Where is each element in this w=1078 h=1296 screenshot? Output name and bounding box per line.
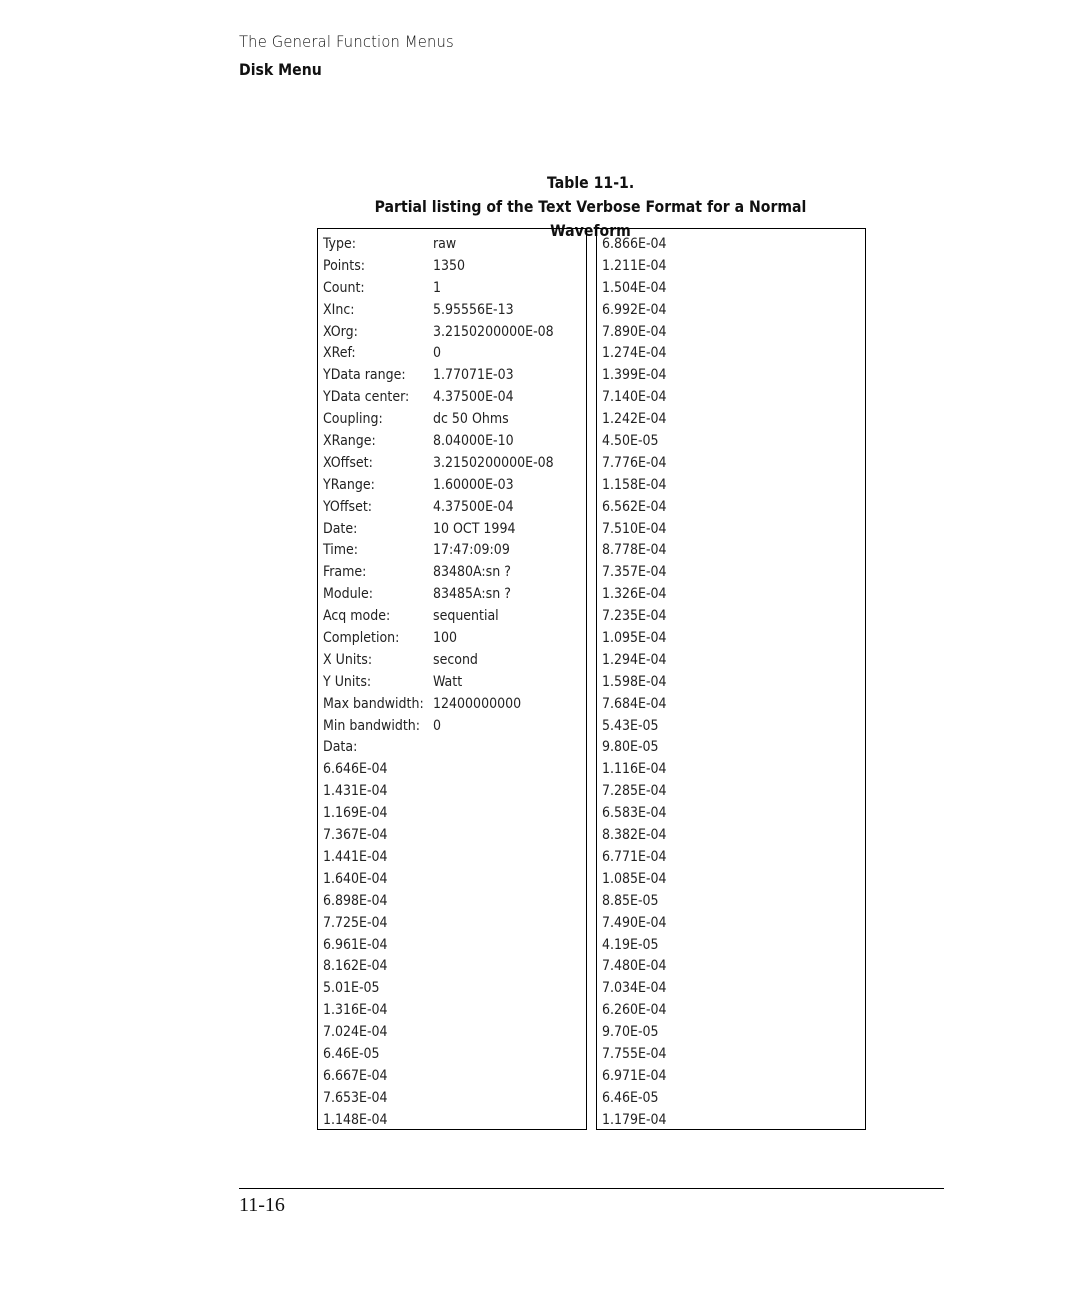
field-value: 3.2150200000E-08: [433, 454, 554, 471]
field-row: [323, 628, 582, 650]
field-value: 3.2150200000E-08: [433, 323, 554, 340]
running-head: [239, 32, 473, 80]
data-value-row: 7.653E-04: [323, 1089, 388, 1106]
field-key: Y Units:: [323, 673, 372, 690]
data-value-row: 4.50E-05: [602, 433, 659, 450]
data-value-row: 1.158E-04: [602, 476, 667, 493]
data-value-row: 6.583E-04: [602, 805, 667, 822]
data-value-row: 6.667E-04: [323, 1067, 388, 1084]
field-row: [323, 475, 582, 497]
data-value-row: 7.490E-04: [602, 914, 667, 931]
field-value: 4.37500E-04: [433, 498, 514, 515]
field-row: [323, 278, 582, 300]
data-value-row: 1.211E-04: [602, 257, 667, 274]
field-key: Type:: [323, 236, 356, 252]
data-value-row: 1.274E-04: [602, 345, 667, 362]
field-key: Completion:: [323, 630, 400, 647]
field-key: Acq mode:: [323, 608, 391, 625]
field-key: Coupling:: [323, 411, 383, 428]
field-row: [323, 562, 582, 584]
field-row: [323, 409, 582, 431]
field-key: Points:: [323, 257, 366, 274]
listing-column-right: [596, 228, 866, 1130]
data-value-row: 6.46E-05: [602, 1089, 659, 1106]
field-row: [323, 672, 582, 694]
data-value-row: 1.294E-04: [602, 651, 667, 668]
field-key: Date:: [323, 520, 358, 537]
field-value: 1.77071E-03: [433, 367, 514, 384]
field-value: Watt: [433, 673, 463, 690]
listing-rows-left: [323, 234, 582, 1132]
field-key: Count:: [323, 279, 365, 296]
data-value-row: 1.148E-04: [323, 1111, 388, 1128]
field-key: Data:: [323, 739, 358, 756]
field-row: [323, 519, 582, 541]
data-value-row: 5.43E-05: [602, 717, 659, 734]
data-value-row: 9.80E-05: [602, 739, 659, 756]
field-key: XOffset:: [323, 454, 373, 471]
field-value: 83485A:sn ?: [433, 586, 511, 603]
field-key: YData center:: [323, 389, 410, 406]
field-row: [323, 365, 582, 387]
data-value-row: 1.179E-04: [602, 1111, 667, 1128]
data-value-row: 8.382E-04: [602, 827, 667, 844]
section-title: The General Function Menus: [239, 32, 454, 51]
data-value-row: 7.510E-04: [602, 520, 667, 537]
field-key: Min bandwidth:: [323, 717, 421, 734]
data-value-row: 1.504E-04: [602, 279, 667, 296]
field-row: [323, 606, 582, 628]
data-value-row: 7.285E-04: [602, 783, 667, 800]
data-value-row: 7.776E-04: [602, 454, 667, 471]
field-key: Module:: [323, 586, 374, 603]
data-value-row: 1.169E-04: [323, 805, 388, 822]
data-value-row: 8.85E-05: [602, 892, 659, 909]
field-value: 4.37500E-04: [433, 389, 514, 406]
data-value-row: 6.971E-04: [602, 1067, 667, 1084]
field-row: [323, 343, 582, 365]
field-value: 83480A:sn ?: [433, 564, 511, 581]
field-row: [323, 453, 582, 475]
data-value-row: 6.46E-05: [323, 1045, 380, 1062]
data-value-row: 1.441E-04: [323, 848, 388, 865]
data-value-row: 7.725E-04: [323, 914, 388, 931]
table-number: Table 11-1.: [546, 173, 635, 192]
data-value-row: 7.034E-04: [602, 980, 667, 997]
data-value-row: 7.024E-04: [323, 1024, 388, 1041]
field-value: 5.95556E-13: [433, 301, 514, 318]
field-row: [323, 234, 582, 256]
data-value-row: 7.367E-04: [323, 827, 388, 844]
footer-rule: [239, 1188, 944, 1189]
data-value-row: 9.70E-05: [602, 1024, 659, 1041]
data-value-row: 6.866E-04: [602, 236, 667, 252]
field-value: 17:47:09:09: [433, 542, 510, 559]
data-value-row: 6.260E-04: [602, 1002, 667, 1019]
data-value-row: 1.085E-04: [602, 870, 667, 887]
field-value: 1350: [433, 257, 466, 274]
data-value-row: 8.778E-04: [602, 542, 667, 559]
data-value-row: 6.898E-04: [323, 892, 388, 909]
field-value: dc 50 Ohms: [433, 411, 509, 428]
listing-rows-right: [602, 234, 861, 1132]
field-row: [323, 716, 582, 738]
field-row: [323, 584, 582, 606]
data-value-row: 6.646E-04: [323, 761, 388, 778]
listing-column-left: [317, 228, 587, 1130]
data-value-row: 6.771E-04: [602, 848, 667, 865]
field-row: [323, 387, 582, 409]
field-key: YData range:: [323, 367, 406, 384]
field-value: sequential: [433, 608, 499, 625]
data-value-row: 1.116E-04: [602, 761, 667, 778]
field-row: [323, 737, 582, 759]
field-value: 8.04000E-10: [433, 433, 514, 450]
field-key: XRange:: [323, 433, 376, 450]
field-row: [323, 322, 582, 344]
field-row: [323, 256, 582, 278]
field-value: 1.60000E-03: [433, 476, 514, 493]
data-value-row: 7.480E-04: [602, 958, 667, 975]
field-key: XInc:: [323, 301, 355, 318]
table-title: Partial listing of the Text Verbose Format for a Normal Waveform: [374, 197, 807, 240]
field-row: [323, 650, 582, 672]
field-key: XRef:: [323, 345, 356, 362]
data-value-row: 5.01E-05: [323, 980, 380, 997]
field-value: 0: [433, 717, 442, 734]
field-row: [323, 431, 582, 453]
field-value: 12400000000: [433, 695, 522, 712]
data-value-row: 7.235E-04: [602, 608, 667, 625]
data-value-row: 1.242E-04: [602, 411, 667, 428]
field-key: Max bandwidth:: [323, 695, 424, 712]
data-value-row: 1.431E-04: [323, 783, 388, 800]
data-value-row: 1.399E-04: [602, 367, 667, 384]
field-value: raw: [433, 236, 457, 252]
data-value-row: 1.326E-04: [602, 586, 667, 603]
data-value-row: 7.755E-04: [602, 1045, 667, 1062]
data-value-row: 1.640E-04: [323, 870, 388, 887]
data-value-row: 1.598E-04: [602, 673, 667, 690]
field-row: [323, 300, 582, 322]
field-value: 0: [433, 345, 442, 362]
field-row: [323, 694, 582, 716]
field-value: 1: [433, 279, 442, 296]
data-value-row: 7.357E-04: [602, 564, 667, 581]
data-value-row: 1.095E-04: [602, 630, 667, 647]
data-value-row: 8.162E-04: [323, 958, 388, 975]
field-key: YOffset:: [323, 498, 373, 515]
field-value: 10 OCT 1994: [433, 520, 516, 537]
data-value-row: 7.684E-04: [602, 695, 667, 712]
field-value: second: [433, 651, 478, 668]
data-value-row: 1.316E-04: [323, 1002, 388, 1019]
data-value-row: 6.992E-04: [602, 301, 667, 318]
field-row: [323, 497, 582, 519]
field-row: [323, 540, 582, 562]
data-value-row: 7.890E-04: [602, 323, 667, 340]
field-key: YRange:: [323, 476, 375, 493]
field-key: Time:: [323, 542, 359, 559]
field-value: 100: [433, 630, 458, 647]
data-value-row: 7.140E-04: [602, 389, 667, 406]
data-value-row: 6.961E-04: [323, 936, 388, 953]
page-number: 11-16: [239, 1194, 285, 1216]
data-value-row: 4.19E-05: [602, 936, 659, 953]
field-key: Frame:: [323, 564, 367, 581]
subsection-title: Disk Menu: [239, 60, 322, 79]
field-key: X Units:: [323, 651, 373, 668]
field-key: XOrg:: [323, 323, 358, 340]
data-value-row: 6.562E-04: [602, 498, 667, 515]
